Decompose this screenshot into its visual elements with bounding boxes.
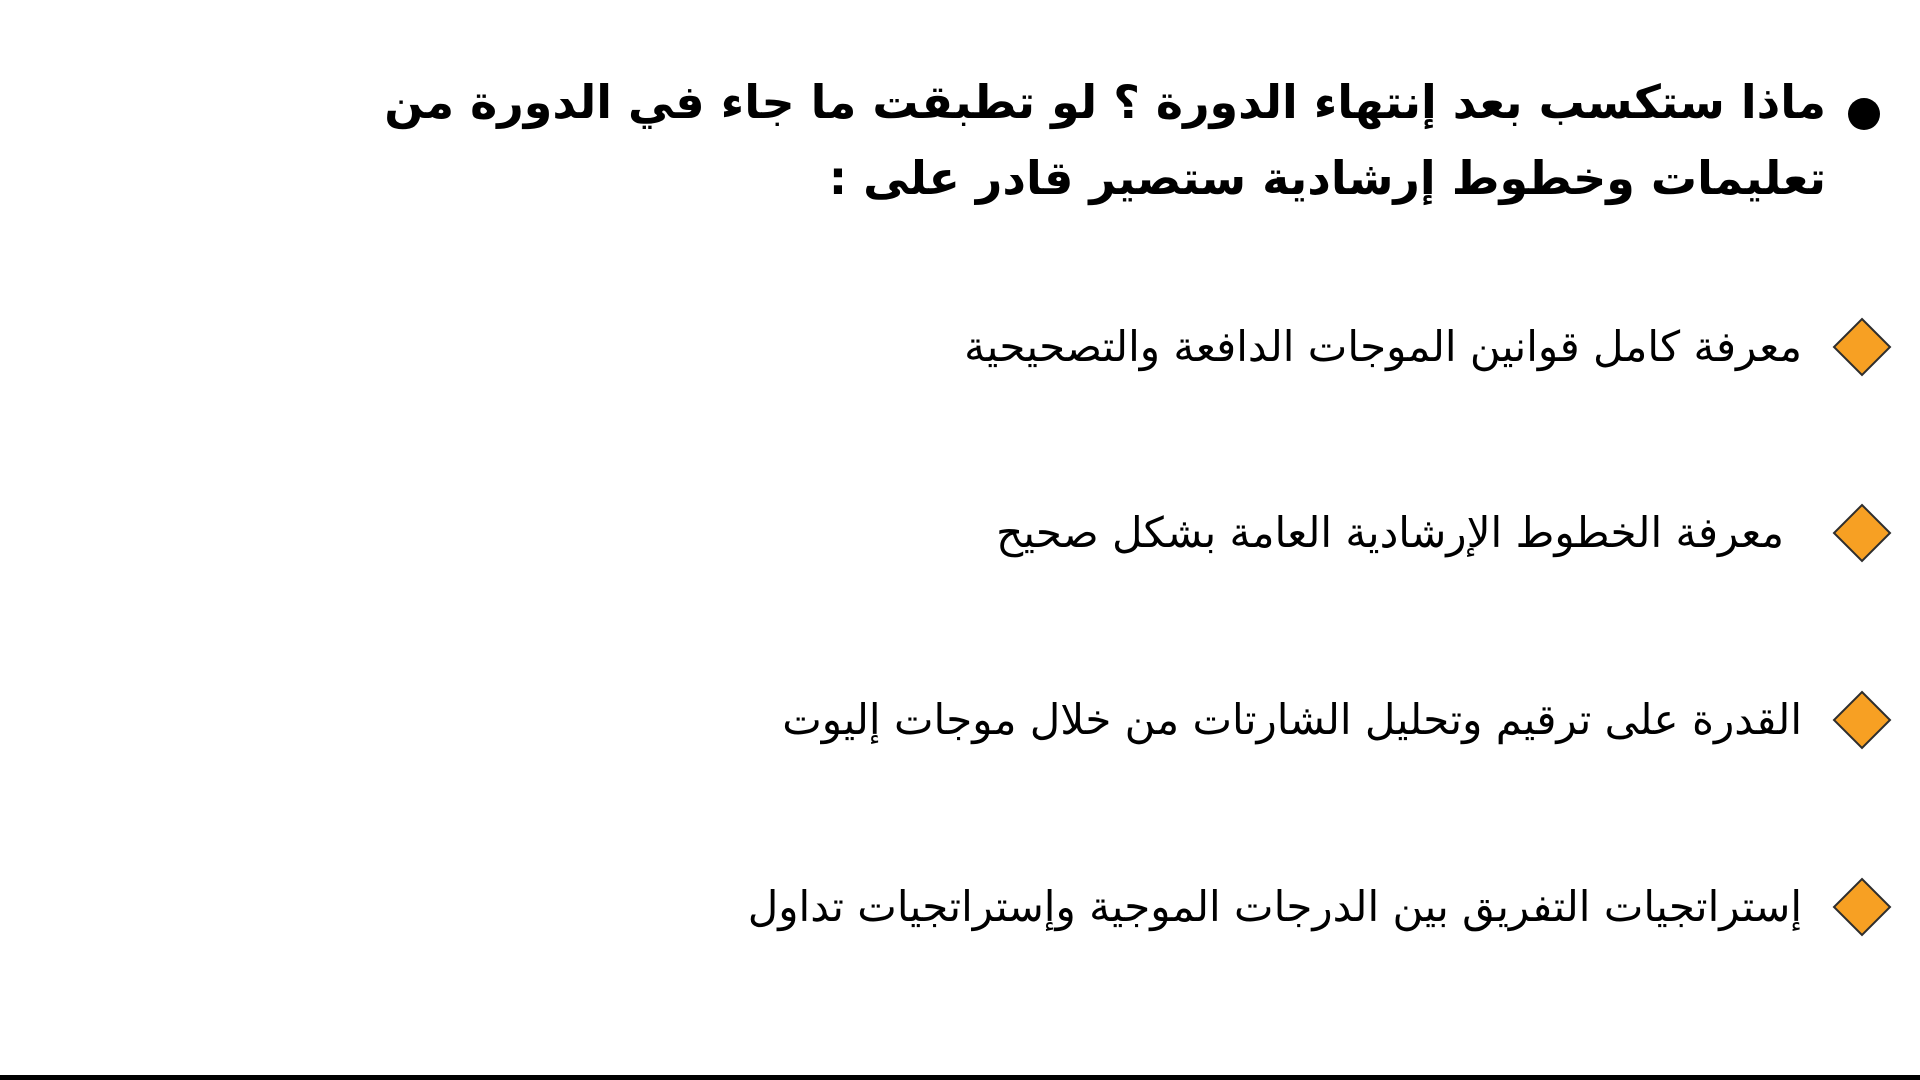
diamond-bullet-icon <box>1832 690 1892 750</box>
list-item <box>996 488 1892 578</box>
list-item <box>964 302 1892 392</box>
circle-bullet-icon <box>1848 98 1880 130</box>
list-item <box>782 675 1892 765</box>
list-item-label: معرفة الخطوط الإرشادية العامة بشكل صحيح <box>996 508 1784 557</box>
list-item-label: إستراتجيات التفريق بين الدرجات الموجية وإستراتجيات تداول <box>747 882 1802 931</box>
heading <box>230 70 1880 216</box>
list-item-label: معرفة كامل قوانين الموجات الدافعة والتصحيحية <box>964 322 1802 371</box>
diamond-bullet-icon <box>1832 877 1892 937</box>
list-item-label: القدرة على ترقيم وتحليل الشارتات من خلال موجات إليوت <box>782 695 1802 744</box>
heading-text: ماذا ستكسب بعد إنتهاء الدورة ؟ لو تطبقت ما جاء في الدورة من تعليمات وخطوط إرشادية ستصير قادر على : <box>384 75 1826 205</box>
diamond-bullet-icon <box>1832 503 1892 563</box>
bottom-divider <box>0 1075 1920 1080</box>
diamond-bullet-icon <box>1832 317 1892 377</box>
list-item <box>748 862 1892 952</box>
